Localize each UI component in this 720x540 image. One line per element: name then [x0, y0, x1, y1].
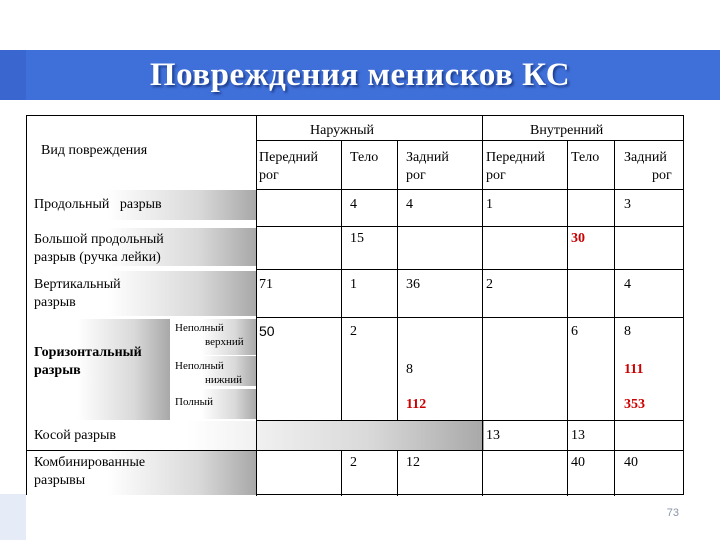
cell-value-highlight: 112 — [406, 397, 427, 412]
outer-header: Наружный — [310, 123, 375, 138]
row-label-vertical: Вертикальный — [34, 277, 121, 292]
cell-value: 4 — [624, 277, 631, 292]
cell-value: 50 — [259, 323, 275, 339]
row-label-bucket-2: разрыв (ручка лейки) — [34, 250, 161, 265]
slide-title: Повреждения менисков КС — [149, 57, 571, 93]
col-outer-front: Передний — [259, 150, 318, 165]
cell-value: 2 — [486, 277, 493, 292]
col-outer-back-2: рог — [406, 168, 426, 183]
row-label-combined: Комбинированные — [34, 455, 146, 470]
cell-value: 2 — [350, 455, 357, 470]
cell-value: 4 — [350, 197, 357, 212]
row-label-combined-2: разрывы — [34, 473, 86, 488]
cell-value-highlight: 30 — [571, 231, 585, 246]
col-outer-body: Тело — [350, 150, 379, 165]
page-number: 73 — [666, 507, 679, 519]
sub-label-upper-2: верхний — [205, 336, 244, 348]
grid-line — [256, 189, 684, 190]
grid-line — [614, 140, 615, 496]
grid-line — [256, 269, 684, 270]
footer-accent — [0, 494, 26, 540]
grid-line — [256, 226, 684, 227]
grid-line — [27, 450, 684, 451]
row-label-oblique: Косой разрыв — [34, 428, 116, 443]
col-inner-front: Передний — [486, 150, 545, 165]
cell-value: 15 — [350, 231, 364, 246]
row-label-longitudinal: Продольный разрыв — [34, 197, 162, 212]
row-label-horizontal: Горизонтальный — [34, 345, 142, 360]
cell-value: 3 — [624, 197, 631, 212]
cell-value: 1 — [350, 277, 357, 292]
cell-value: 12 — [406, 455, 420, 470]
sub-label-upper: Неполный — [175, 322, 224, 334]
cell-value: 4 — [406, 197, 413, 212]
sub-label-full: Полный — [175, 396, 213, 408]
row-label-bucket: Большой продольный — [34, 232, 164, 247]
grid-line — [397, 450, 398, 496]
cell-value: 71 — [259, 277, 273, 292]
cell-value-highlight: 353 — [624, 397, 645, 412]
inner-header: Внутренний — [530, 123, 604, 138]
sub-label-lower-2: нижний — [205, 374, 243, 386]
row-label-horizontal-2: разрыв — [34, 363, 81, 378]
col-outer-front-2: рог — [259, 168, 279, 183]
title-bar — [0, 50, 720, 100]
grid-line — [256, 317, 684, 318]
grid-line — [341, 450, 342, 496]
cell-value: 8 — [406, 362, 413, 377]
meniscus-table — [26, 115, 684, 495]
col-inner-body: Тело — [571, 150, 600, 165]
cell-value: 36 — [406, 277, 420, 292]
grid-line — [256, 140, 684, 141]
grid-line — [256, 420, 684, 421]
row-label-vertical-2: разрыв — [34, 295, 76, 310]
grid-line — [567, 140, 568, 496]
cell-value: 1 — [486, 197, 493, 212]
type-header: Вид повреждения — [41, 143, 148, 158]
cell-value: 13 — [571, 428, 585, 443]
sub-label-lower: Неполный — [175, 360, 224, 372]
cell-value: 2 — [350, 324, 357, 339]
cell-value-highlight: 111 — [624, 362, 644, 377]
grid-line — [341, 140, 342, 421]
cell-value: 40 — [624, 455, 638, 470]
col-outer-back: Задний — [406, 150, 449, 165]
grid-line — [397, 140, 398, 421]
cell-value: 6 — [571, 324, 578, 339]
col-inner-back: Задний — [624, 150, 667, 165]
col-inner-back-2: рог — [652, 168, 672, 183]
cell-value: 8 — [624, 324, 631, 339]
cell-value: 13 — [486, 428, 500, 443]
grid-line — [256, 116, 257, 496]
grid-line — [482, 116, 483, 496]
col-inner-front-2: рог — [486, 168, 506, 183]
cell-value: 40 — [571, 455, 585, 470]
